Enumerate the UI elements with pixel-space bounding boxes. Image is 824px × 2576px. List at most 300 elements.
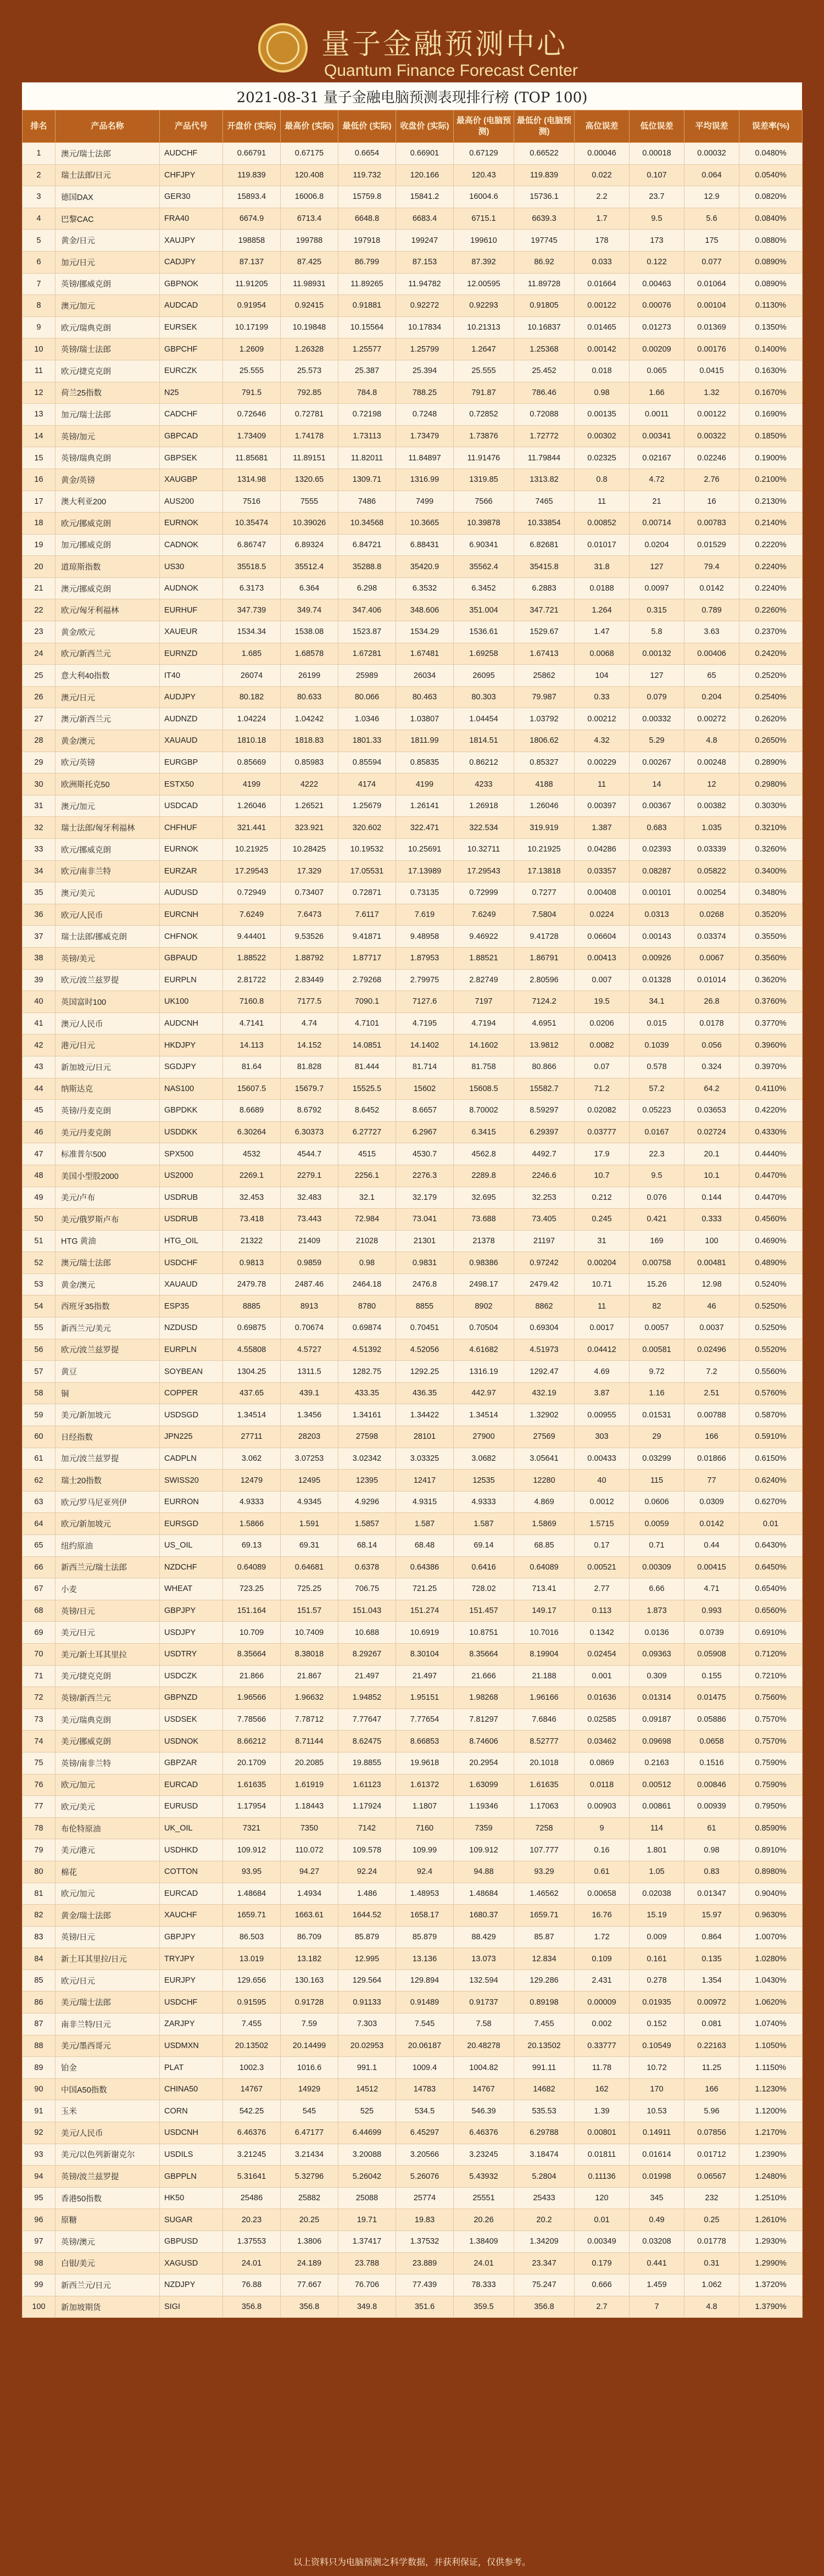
table-cell: 442.97 bbox=[454, 1382, 514, 1404]
table-cell: 欧元/日元 bbox=[55, 1969, 160, 1991]
table-cell: 0.85669 bbox=[223, 752, 281, 774]
table-cell: 20.1709 bbox=[223, 1752, 281, 1774]
table-cell: 6.84721 bbox=[338, 534, 396, 556]
table-cell: EURGBP bbox=[160, 752, 223, 774]
table-cell: 欧元/瑞典克朗 bbox=[55, 316, 160, 338]
table-cell: 1.03807 bbox=[396, 708, 454, 730]
table-cell: 欧元/波兰兹罗提 bbox=[55, 1339, 160, 1361]
table-cell: 8.66212 bbox=[223, 1731, 281, 1752]
table-cell: 349.74 bbox=[281, 599, 338, 621]
table-cell: 15525.5 bbox=[338, 1078, 396, 1100]
table-cell: 0.83 bbox=[684, 1861, 739, 1883]
table-cell: 35518.5 bbox=[223, 556, 281, 578]
table-row bbox=[23, 882, 803, 904]
table-cell: 美元/人民币 bbox=[55, 2122, 160, 2144]
table-cell: 0.9040% bbox=[739, 1883, 803, 1905]
table-cell: 0.44 bbox=[684, 1535, 739, 1557]
table-cell: ESP35 bbox=[160, 1295, 223, 1317]
table-cell: 26 bbox=[23, 686, 55, 708]
table-cell: 7.81297 bbox=[454, 1709, 514, 1731]
table-cell: 1.1200% bbox=[739, 2100, 803, 2122]
table-cell: 0.0142 bbox=[684, 1513, 739, 1535]
table-cell: 4544.7 bbox=[281, 1143, 338, 1165]
table-cell: 7 bbox=[630, 2296, 684, 2318]
table-cell: 1.2510% bbox=[739, 2187, 803, 2209]
table-row bbox=[23, 1273, 803, 1295]
table-cell: CADJPY bbox=[160, 251, 223, 273]
table-cell: 0.01778 bbox=[684, 2231, 739, 2253]
table-cell: WHEAT bbox=[160, 1578, 223, 1600]
table-cell: GER30 bbox=[160, 186, 223, 208]
table-cell: 0.00433 bbox=[575, 1448, 630, 1470]
table-cell: 0.0206 bbox=[575, 1012, 630, 1034]
table-cell: 7.619 bbox=[396, 904, 454, 926]
table-cell: 8862 bbox=[514, 1295, 575, 1317]
table-cell: 0.0082 bbox=[575, 1034, 630, 1056]
table-cell: 9.44401 bbox=[223, 926, 281, 948]
table-cell: 0.0869 bbox=[575, 1752, 630, 1774]
table-cell: 黄金/欧元 bbox=[55, 621, 160, 643]
table-row bbox=[23, 2057, 803, 2079]
table-row bbox=[23, 2187, 803, 2209]
table-cell: 6 bbox=[23, 251, 55, 273]
table-cell: 1 bbox=[23, 143, 55, 165]
table-cell: 0.8910% bbox=[739, 1839, 803, 1861]
table-cell: 9 bbox=[575, 1817, 630, 1839]
table-cell: 22.3 bbox=[630, 1143, 684, 1165]
table-cell: 美元/以色列新谢克尔 bbox=[55, 2144, 160, 2166]
table-cell: 0.5910% bbox=[739, 1426, 803, 1448]
table-cell: 0.009 bbox=[630, 1926, 684, 1948]
table-cell: 90 bbox=[23, 2078, 55, 2100]
table-cell: 2479.78 bbox=[223, 1273, 281, 1295]
table-cell: USDCHF bbox=[160, 1991, 223, 2013]
table-cell: 1.03792 bbox=[514, 708, 575, 730]
table-cell: 0.8980% bbox=[739, 1861, 803, 1883]
table-cell: 0.3550% bbox=[739, 926, 803, 948]
table-cell: 0.421 bbox=[630, 1209, 684, 1231]
table-row bbox=[23, 534, 803, 556]
table-cell: 63 bbox=[23, 1491, 55, 1513]
table-cell: 1.66 bbox=[630, 382, 684, 404]
table-row bbox=[23, 1056, 803, 1078]
table-cell: 0.98386 bbox=[454, 1252, 514, 1274]
table-cell: 11.91205 bbox=[223, 273, 281, 295]
table-cell: 0.00406 bbox=[684, 643, 739, 665]
table-cell: 8.38018 bbox=[281, 1643, 338, 1665]
table-cell: EURCZK bbox=[160, 360, 223, 382]
table-cell: 17 bbox=[23, 491, 55, 513]
table-cell: 0.0136 bbox=[630, 1622, 684, 1644]
table-cell: 4562.8 bbox=[454, 1143, 514, 1165]
table-cell: 0.03462 bbox=[575, 1731, 630, 1752]
table-cell: 12.00595 bbox=[454, 273, 514, 295]
table-cell: 27900 bbox=[454, 1426, 514, 1448]
table-cell: 7486 bbox=[338, 491, 396, 513]
table-cell: 20.2954 bbox=[454, 1752, 514, 1774]
table-cell: 32.695 bbox=[454, 1187, 514, 1209]
table-cell: 8.35664 bbox=[223, 1643, 281, 1665]
table-cell: 0.0057 bbox=[630, 1317, 684, 1339]
table-cell: 120.43 bbox=[454, 164, 514, 186]
table-cell: HTG_OIL bbox=[160, 1230, 223, 1252]
table-cell: COPPER bbox=[160, 1382, 223, 1404]
table-cell: 0.3960% bbox=[739, 1034, 803, 1056]
table-cell: 6.86747 bbox=[223, 534, 281, 556]
table-cell: 0.72871 bbox=[338, 882, 396, 904]
table-cell: 7258 bbox=[514, 1817, 575, 1839]
table-cell: 706.75 bbox=[338, 1578, 396, 1600]
table-row bbox=[23, 2274, 803, 2296]
table-cell: 107.777 bbox=[514, 1839, 575, 1861]
table-row bbox=[23, 904, 803, 926]
table-cell: 0.70504 bbox=[454, 1317, 514, 1339]
table-cell: 347.739 bbox=[223, 599, 281, 621]
table-row bbox=[23, 1230, 803, 1252]
table-cell: AUDCNH bbox=[160, 1012, 223, 1034]
table-cell: 1.88522 bbox=[223, 947, 281, 969]
table-cell: 6683.4 bbox=[396, 208, 454, 230]
table-row bbox=[23, 1905, 803, 1927]
table-cell: 6.3415 bbox=[454, 1121, 514, 1143]
table-row bbox=[23, 2035, 803, 2057]
table-cell: 1.25799 bbox=[396, 338, 454, 360]
table-cell: 59 bbox=[23, 1404, 55, 1426]
table-cell: 欧元/匈牙利福林 bbox=[55, 599, 160, 621]
table-row bbox=[23, 1121, 803, 1143]
table-cell: EURCAD bbox=[160, 1774, 223, 1796]
table-cell: USDSGD bbox=[160, 1404, 223, 1426]
table-cell: 0.7210% bbox=[739, 1665, 803, 1687]
table-cell: 0.01 bbox=[575, 2209, 630, 2231]
table-cell: 0.02496 bbox=[684, 1339, 739, 1361]
table-cell: 87.425 bbox=[281, 251, 338, 273]
table-cell: 4.51392 bbox=[338, 1339, 396, 1361]
table-cell: 0.1130% bbox=[739, 295, 803, 317]
table-cell: 17.29543 bbox=[223, 860, 281, 882]
table-cell: 0.00939 bbox=[684, 1796, 739, 1818]
table-cell: 1.26918 bbox=[454, 795, 514, 817]
table-cell: 32.253 bbox=[514, 1187, 575, 1209]
table-cell: 8.71144 bbox=[281, 1731, 338, 1752]
table-cell: 439.1 bbox=[281, 1382, 338, 1404]
table-cell: 0.64089 bbox=[514, 1556, 575, 1578]
table-cell: NZDUSD bbox=[160, 1317, 223, 1339]
table-cell: 77 bbox=[23, 1796, 55, 1818]
table-cell: 0.70451 bbox=[396, 1317, 454, 1339]
table-cell: 52 bbox=[23, 1252, 55, 1274]
table-cell: 1.0346 bbox=[338, 708, 396, 730]
table-cell: 303 bbox=[575, 1426, 630, 1448]
table-cell: 9.53526 bbox=[281, 926, 338, 948]
table-cell: 35512.4 bbox=[281, 556, 338, 578]
table-cell: 37 bbox=[23, 926, 55, 948]
table-cell: 13.9812 bbox=[514, 1034, 575, 1056]
table-cell: 0.00302 bbox=[575, 425, 630, 447]
table-cell: 0.081 bbox=[684, 2013, 739, 2035]
table-cell: 7.59 bbox=[281, 2013, 338, 2035]
table-cell: 欧元/挪威克朗 bbox=[55, 839, 160, 861]
table-cell: 19.9618 bbox=[396, 1752, 454, 1774]
table-row bbox=[23, 1100, 803, 1122]
table-cell: 英镑/加元 bbox=[55, 425, 160, 447]
table-cell: 0.0178 bbox=[684, 1012, 739, 1034]
table-cell: 542.25 bbox=[223, 2100, 281, 2122]
table-cell: 7.78566 bbox=[223, 1709, 281, 1731]
table-cell: 80.303 bbox=[454, 686, 514, 708]
table-cell: 2279.1 bbox=[281, 1165, 338, 1187]
table-cell: NZDCHF bbox=[160, 1556, 223, 1578]
table-cell: CORN bbox=[160, 2100, 223, 2122]
table-row bbox=[23, 2209, 803, 2231]
table-cell: 69.13 bbox=[223, 1535, 281, 1557]
table-cell: 0.01 bbox=[739, 1513, 803, 1535]
table-cell: 0.00521 bbox=[575, 1556, 630, 1578]
table-cell: 0.98 bbox=[684, 1839, 739, 1861]
table-cell: 110.072 bbox=[281, 1839, 338, 1861]
table-cell: 0.4690% bbox=[739, 1230, 803, 1252]
table-cell: 0.00397 bbox=[575, 795, 630, 817]
table-cell: 30 bbox=[23, 774, 55, 795]
table-cell: 0.4330% bbox=[739, 1121, 803, 1143]
table-row bbox=[23, 1839, 803, 1861]
table-cell: 0.155 bbox=[684, 1665, 739, 1687]
table-cell: 1534.34 bbox=[223, 621, 281, 643]
table-cell: 728.02 bbox=[454, 1578, 514, 1600]
table-cell: 1.062 bbox=[684, 2274, 739, 2296]
table-cell: 13.182 bbox=[281, 1948, 338, 1970]
table-cell: 15.97 bbox=[684, 1905, 739, 1927]
table-cell: 20.2085 bbox=[281, 1752, 338, 1774]
table-cell: 319.919 bbox=[514, 817, 575, 839]
table-row bbox=[23, 1600, 803, 1622]
table-cell: EURHUF bbox=[160, 599, 223, 621]
table-cell: 0.89198 bbox=[514, 1991, 575, 2013]
table-cell: 351.6 bbox=[396, 2296, 454, 2318]
table-cell: EURZAR bbox=[160, 860, 223, 882]
table-cell: 0.06567 bbox=[684, 2166, 739, 2188]
table-row bbox=[23, 665, 803, 687]
table-cell: 356.8 bbox=[281, 2296, 338, 2318]
table-cell: 69.14 bbox=[454, 1535, 514, 1557]
table-cell: 36 bbox=[23, 904, 55, 926]
table-cell: 1659.71 bbox=[514, 1905, 575, 1927]
table-cell: CADNOK bbox=[160, 534, 223, 556]
table-cell: 0.02454 bbox=[575, 1643, 630, 1665]
table-cell: 10.3665 bbox=[396, 513, 454, 535]
table-cell: 4.5727 bbox=[281, 1339, 338, 1361]
table-cell: 61 bbox=[23, 1448, 55, 1470]
table-cell: 93 bbox=[23, 2144, 55, 2166]
table-cell: 0.0415 bbox=[684, 360, 739, 382]
table-cell: 80.866 bbox=[514, 1056, 575, 1078]
table-cell: 1.67281 bbox=[338, 643, 396, 665]
table-cell: 65 bbox=[684, 665, 739, 687]
table-cell: 2.77 bbox=[575, 1578, 630, 1600]
table-cell: 英国富时100 bbox=[55, 991, 160, 1013]
table-cell: 澳元/加元 bbox=[55, 295, 160, 317]
table-cell: 0.00658 bbox=[575, 1883, 630, 1905]
table-cell: 73.405 bbox=[514, 1209, 575, 1231]
table-cell: 1.3806 bbox=[281, 2231, 338, 2253]
table-cell: 3.21434 bbox=[281, 2144, 338, 2166]
table-cell: CHINA50 bbox=[160, 2078, 223, 2100]
table-cell: 0.578 bbox=[630, 1056, 684, 1078]
table-cell: 80.463 bbox=[396, 686, 454, 708]
table-cell: 1.39 bbox=[575, 2100, 630, 2122]
table-cell: 5 bbox=[23, 230, 55, 252]
table-cell: 1.96632 bbox=[281, 1687, 338, 1709]
table-row bbox=[23, 295, 803, 317]
table-cell: 8.6689 bbox=[223, 1100, 281, 1122]
table-cell: 0.309 bbox=[630, 1665, 684, 1687]
table-cell: 0.079 bbox=[630, 686, 684, 708]
table-cell: 25433 bbox=[514, 2187, 575, 2209]
table-cell: 6.46376 bbox=[454, 2122, 514, 2144]
table-cell: 1.5866 bbox=[223, 1513, 281, 1535]
table-cell: 25882 bbox=[281, 2187, 338, 2209]
table-cell: 7.77654 bbox=[396, 1709, 454, 1731]
table-cell: USDSEK bbox=[160, 1709, 223, 1731]
table-cell: 232 bbox=[684, 2187, 739, 2209]
table-cell: 0.2163 bbox=[630, 1752, 684, 1774]
table-cell: 3.07253 bbox=[281, 1448, 338, 1470]
table-cell: 178 bbox=[575, 230, 630, 252]
table-cell: 0.98 bbox=[575, 382, 630, 404]
table-cell: 0.3620% bbox=[739, 969, 803, 991]
table-cell: 0.109 bbox=[575, 1948, 630, 1970]
table-cell: XAUAUD bbox=[160, 730, 223, 752]
table-cell: 0.05886 bbox=[684, 1709, 739, 1731]
table-row bbox=[23, 686, 803, 708]
table-cell: GBPCHF bbox=[160, 338, 223, 360]
table-cell: 0.5250% bbox=[739, 1317, 803, 1339]
table-cell: 0.0480% bbox=[739, 143, 803, 165]
table-cell: 0.056 bbox=[684, 1034, 739, 1056]
table-row bbox=[23, 1774, 803, 1796]
table-cell: 25989 bbox=[338, 665, 396, 687]
table-cell: 0.00852 bbox=[575, 513, 630, 535]
table-cell: 美元/丹麦克朗 bbox=[55, 1121, 160, 1143]
table-cell: 纳斯达克 bbox=[55, 1078, 160, 1100]
table-cell: 0.00955 bbox=[575, 1404, 630, 1426]
table-cell: USDILS bbox=[160, 2144, 223, 2166]
table-cell: 525 bbox=[338, 2100, 396, 2122]
table-row bbox=[23, 1317, 803, 1339]
table-cell: 8.19904 bbox=[514, 1643, 575, 1665]
table-cell: 0.64089 bbox=[223, 1556, 281, 1578]
table-cell: 44 bbox=[23, 1078, 55, 1100]
table-cell: XAUEUR bbox=[160, 621, 223, 643]
table-cell: 0.00783 bbox=[684, 513, 739, 535]
table-cell: 16004.6 bbox=[454, 186, 514, 208]
table-cell: 加元/日元 bbox=[55, 251, 160, 273]
table-row bbox=[23, 2100, 803, 2122]
table-cell: 1.0430% bbox=[739, 1969, 803, 1991]
table-cell: 6.66 bbox=[630, 1578, 684, 1600]
table-cell: 0.00581 bbox=[630, 1339, 684, 1361]
table-cell: 320.602 bbox=[338, 817, 396, 839]
table-cell: 40 bbox=[575, 1470, 630, 1492]
table-row bbox=[23, 2166, 803, 2188]
table-cell: 0.05908 bbox=[684, 1643, 739, 1665]
table-cell: 2.7 bbox=[575, 2296, 630, 2318]
table-cell: 0.72781 bbox=[281, 404, 338, 426]
table-row bbox=[23, 839, 803, 861]
table-cell: 199610 bbox=[454, 230, 514, 252]
table-cell: 12.98 bbox=[684, 1273, 739, 1295]
table-cell: 130.163 bbox=[281, 1969, 338, 1991]
table-cell: ZARJPY bbox=[160, 2013, 223, 2035]
table-cell: 黄金/日元 bbox=[55, 230, 160, 252]
table-cell: 71 bbox=[23, 1665, 55, 1687]
table-cell: 14783 bbox=[396, 2078, 454, 2100]
table-cell: 0.00846 bbox=[684, 1774, 739, 1796]
table-cell: 17.29543 bbox=[454, 860, 514, 882]
table-cell: 0.02038 bbox=[630, 1883, 684, 1905]
table-cell: EURRON bbox=[160, 1491, 223, 1513]
table-cell: 黄豆 bbox=[55, 1361, 160, 1383]
table-cell: 1529.67 bbox=[514, 621, 575, 643]
table-cell: 12 bbox=[684, 774, 739, 795]
table-cell: 3.20566 bbox=[396, 2144, 454, 2166]
table-cell: 澳元/加元 bbox=[55, 795, 160, 817]
table-cell: 1.2647 bbox=[454, 338, 514, 360]
header bbox=[0, 0, 824, 93]
table-cell: 81 bbox=[23, 1883, 55, 1905]
table-cell: 10.53 bbox=[630, 2100, 684, 2122]
table-cell: 0.00254 bbox=[684, 882, 739, 904]
table-cell: 5.8 bbox=[630, 621, 684, 643]
table-cell: 68.48 bbox=[396, 1535, 454, 1557]
table-cell: 0.92293 bbox=[454, 295, 514, 317]
table-cell: 0.077 bbox=[684, 251, 739, 273]
table-cell: 2.81722 bbox=[223, 969, 281, 991]
table-cell: 1.17954 bbox=[223, 1796, 281, 1818]
column-header: 最低价 (实际) bbox=[338, 110, 396, 143]
table-cell: 21 bbox=[23, 577, 55, 599]
table-cell: GBPNOK bbox=[160, 273, 223, 295]
table-cell: 7.6249 bbox=[454, 904, 514, 926]
table-cell: 0.01314 bbox=[630, 1687, 684, 1709]
table-cell: 61 bbox=[684, 1817, 739, 1839]
table-cell: 69 bbox=[23, 1622, 55, 1644]
table-cell: 0.86212 bbox=[454, 752, 514, 774]
table-row bbox=[23, 1448, 803, 1470]
table-cell: 24 bbox=[23, 643, 55, 665]
table-cell: 8.59297 bbox=[514, 1100, 575, 1122]
table-cell: 27 bbox=[23, 708, 55, 730]
table-cell: 0.7248 bbox=[396, 404, 454, 426]
table-cell: 0.2890% bbox=[739, 752, 803, 774]
table-cell: 6.90341 bbox=[454, 534, 514, 556]
table-cell: 109.578 bbox=[338, 1839, 396, 1861]
table-cell: 70 bbox=[23, 1643, 55, 1665]
table-cell: 0.01475 bbox=[684, 1687, 739, 1709]
table-row bbox=[23, 1643, 803, 1665]
table-cell: 0.1850% bbox=[739, 425, 803, 447]
table-cell: 14.0851 bbox=[338, 1034, 396, 1056]
table-cell: 2464.18 bbox=[338, 1273, 396, 1295]
table-cell: 129.564 bbox=[338, 1969, 396, 1991]
table-cell: 1.2390% bbox=[739, 2144, 803, 2166]
table-cell: 0.1350% bbox=[739, 316, 803, 338]
table-cell: 0.0224 bbox=[575, 904, 630, 926]
table-cell: 199247 bbox=[396, 230, 454, 252]
table-row bbox=[23, 860, 803, 882]
table-row bbox=[23, 1209, 803, 1231]
table-cell: 新西兰元/瑞士法郎 bbox=[55, 1556, 160, 1578]
